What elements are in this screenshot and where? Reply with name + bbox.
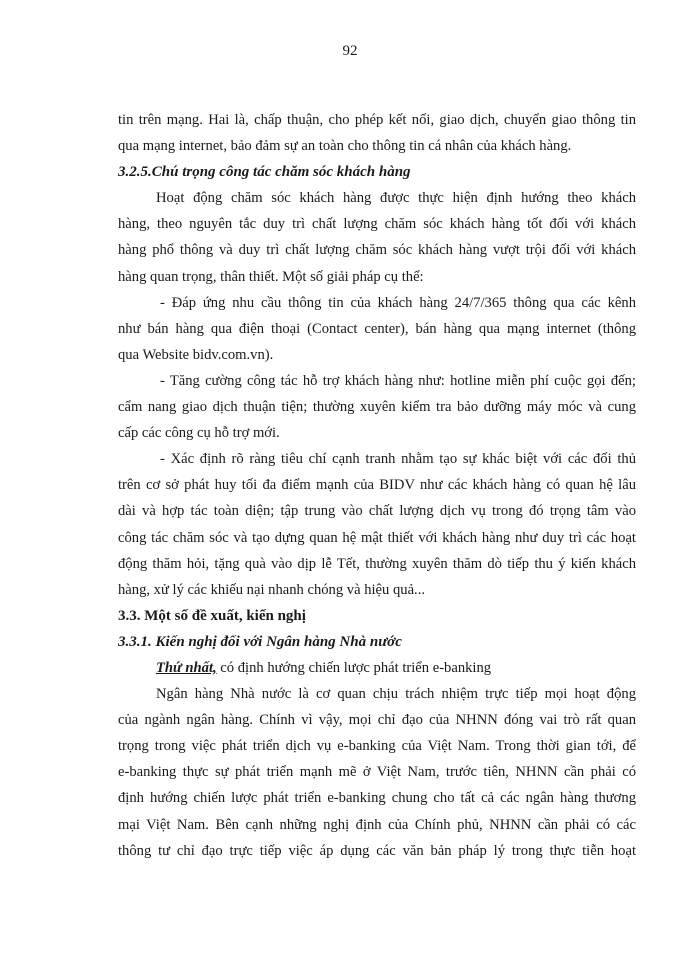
text-line: qua Website bidv.com.vn). — [118, 346, 274, 363]
text-line: tin trên mạng. Hai là, chấp thuận, cho phép kết nối, giao dịch, chuyển giao thông tin — [118, 112, 636, 128]
text-line: hàng, theo nguyên tắc duy trì chất lượng chăm sóc khách hàng tốt đối với khách — [118, 216, 636, 233]
bullet-line: - Tăng cường công tác hỗ trợ khách hàng như: hotline miễn phí cuộc gọi đến; — [160, 372, 636, 389]
text-line: trên cơ sở phát huy tối đa điểm mạnh của BIDV như các khách hàng có quan hệ lâu — [118, 477, 636, 494]
text-line: Ngân hàng Nhà nước là cơ quan chịu trách nhiệm trực tiếp mọi hoạt động — [156, 686, 636, 703]
text-line: e-banking thực sự phát triển mạnh mẽ ở Việt Nam, trước tiên, NHNN cần phải có — [118, 764, 636, 781]
text-line: định hướng chiến lược phát triển e-banking chung cho tất cả các ngân hàng thương — [118, 790, 636, 807]
text-line: hàng phổ thông và duy trì chất lượng chăm sóc khách hàng vượt trội đối với khách — [118, 242, 636, 259]
text-line: động thăm hỏi, tặng quà vào dịp lễ Tết, thường xuyên thăm dò tiếp thu ý kiến khách — [118, 555, 636, 572]
text-line: hàng quan trọng, thân thiết. Một số giải pháp cụ thể: — [118, 268, 424, 285]
text-line: công tác chăm sóc và tạo dựng quan hệ mật thiết với khách hàng như duy trì các hoạt — [118, 529, 636, 546]
text-line: mại Việt Nam. Bên cạnh những nghị định của Chính phủ, NHNN cần phải có các — [118, 816, 636, 833]
first-point-label: Thứ nhất, — [156, 659, 217, 676]
text-line: Hoạt động chăm sóc khách hàng được thực hiện định hướng theo khách — [156, 190, 636, 207]
page-number: 92 — [342, 43, 358, 59]
bullet-line: - Xác định rõ ràng tiêu chí cạnh tranh nhằm tạo sự khác biệt với các đối thủ — [160, 451, 636, 468]
section-heading-3-2-5: 3.2.5.Chú trọng công tác chăm sóc khách hàng — [118, 164, 411, 181]
text-line: của ngành ngân hàng. Chính vì vậy, mọi chỉ đạo của NHNN đóng vai trò rất quan — [118, 712, 636, 729]
text-line: như bán hàng qua điện thoại (Contact center), bán hàng qua mạng internet (thông — [118, 320, 636, 337]
first-point-text: có định hướng chiến lược phát triển e-banking — [216, 659, 492, 676]
document-body — [118, 107, 636, 864]
text-line: qua mạng internet, bảo đảm sự an toàn cho thông tin cá nhân của khách hàng. — [118, 138, 572, 155]
text-line: cấp các công cụ hỗ trợ mới. — [118, 425, 280, 442]
bullet-line: - Đáp ứng nhu cầu thông tin của khách hàng 24/7/365 thông qua các kênh — [160, 294, 636, 311]
text-line — [118, 655, 636, 681]
text-line: trọng trong việc phát triển dịch vụ e-banking của Việt Nam. Trong thời gian tới, để — [118, 738, 636, 755]
text-line: dài và hợp tác toàn diện; tập trung vào chất lượng dịch vụ trong đó trọng tâm vào — [118, 503, 636, 520]
text-line: cẩm nang giao dịch thuận tiện; thường xuyên kiểm tra bảo dưỡng máy móc và cung — [118, 399, 636, 416]
text-line: hàng, xử lý các khiếu nại nhanh chóng và hiệu quả... — [118, 581, 425, 598]
section-heading-3-3-1: 3.3.1. Kiến nghị đối với Ngân hàng Nhà nước — [118, 633, 402, 650]
text-line: thông tư chỉ đạo trực tiếp việc áp dụng các văn bản pháp lý trong thực tiễn hoạt — [118, 842, 636, 859]
section-heading-3-3: 3.3. Một số đề xuất, kiến nghị — [118, 607, 306, 624]
